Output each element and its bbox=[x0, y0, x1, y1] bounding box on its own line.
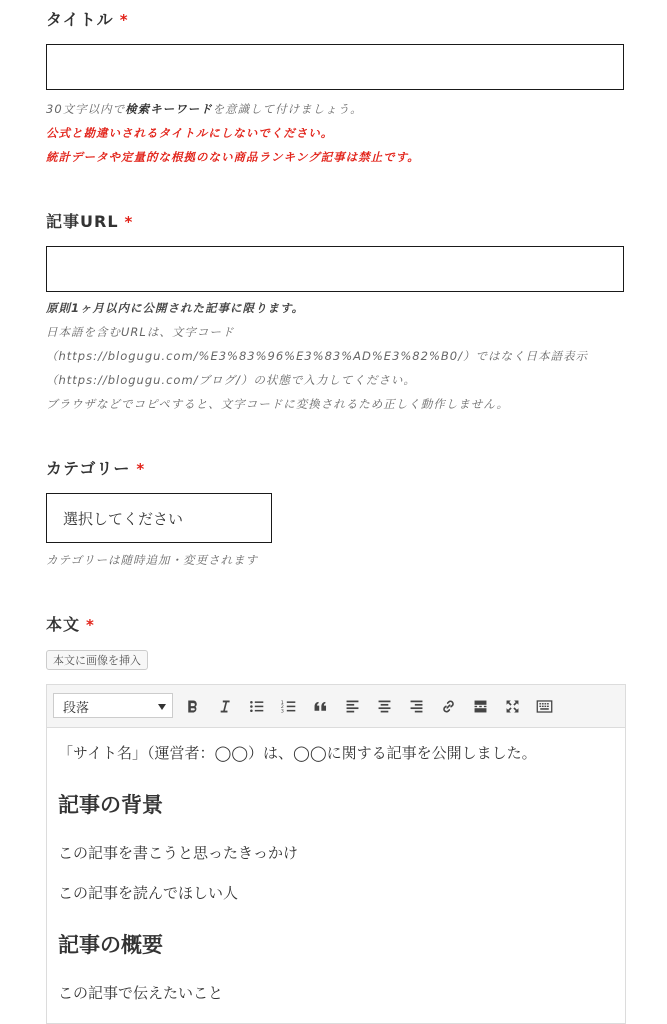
message-paragraph: この記事で伝えたいこと bbox=[58, 984, 224, 1002]
chevron-down-icon bbox=[158, 704, 166, 710]
audience-paragraph: この記事を読んでほしい人 bbox=[58, 884, 239, 902]
title-warning-official: 公式と勘違いされるタイトルにしないでください。 bbox=[46, 126, 334, 140]
required-mark: * bbox=[136, 460, 146, 478]
svg-text:2: 2 bbox=[280, 704, 284, 710]
title-hint: 30文字以内で検索キーワードを意識して付けましょう。 bbox=[46, 102, 363, 116]
title-warning-ranking: 統計データや定量的な根拠のない商品ランキング記事は禁止です。 bbox=[46, 150, 420, 164]
url-hint-japanese-example: （https://blogugu.com/ブログ/）の状態で入力してください。 bbox=[46, 373, 416, 387]
italic-icon[interactable] bbox=[213, 695, 235, 717]
url-input[interactable] bbox=[46, 246, 624, 292]
intro-paragraph: 「サイト名」（運営者：◯◯）は、◯◯に関する記事を公開しました。 bbox=[58, 744, 537, 762]
required-mark: * bbox=[124, 213, 134, 231]
rich-text-editor bbox=[46, 684, 626, 1024]
background-heading: 記事の背景 bbox=[58, 793, 163, 817]
keyboard-icon[interactable] bbox=[533, 695, 555, 717]
url-label: 記事URL * bbox=[46, 212, 134, 231]
fullscreen-icon[interactable] bbox=[501, 695, 523, 717]
category-hint: カテゴリーは随時追加・変更されます bbox=[46, 553, 259, 567]
url-hint-encoded-example: （https://blogugu.com/%E3%83%96%E3%83%AD%E3%82%B0/）ではなく日本語表示 bbox=[46, 349, 588, 363]
url-hint-encoding: 日本語を含むURLは、文字コード bbox=[46, 325, 235, 339]
editor-toolbar bbox=[47, 685, 625, 728]
url-hint-period: 原則1ヶ月以内に公開された記事に限ります。 bbox=[46, 301, 305, 315]
numbered-list-icon[interactable] bbox=[277, 695, 299, 717]
category-select[interactable] bbox=[46, 493, 272, 543]
title-input[interactable] bbox=[46, 44, 624, 90]
align-left-icon[interactable] bbox=[341, 695, 363, 717]
align-center-icon[interactable] bbox=[373, 695, 395, 717]
bold-icon[interactable] bbox=[181, 695, 203, 717]
align-right-icon[interactable] bbox=[405, 695, 427, 717]
category-label: カテゴリー * bbox=[46, 459, 146, 478]
format-select[interactable] bbox=[53, 693, 173, 718]
body-label: 本文 * bbox=[46, 615, 95, 634]
bullet-list-icon[interactable] bbox=[245, 695, 267, 717]
category-selected-value: 選択してください bbox=[63, 510, 184, 528]
link-icon[interactable] bbox=[437, 695, 459, 717]
url-hint-copy-paste: ブラウザなどでコピペすると、文字コードに変換されるため正しく動作しません。 bbox=[46, 397, 509, 411]
required-mark: * bbox=[119, 11, 129, 29]
motivation-paragraph: この記事を書こうと思ったきっかけ bbox=[58, 844, 299, 862]
title-label: タイトル * bbox=[46, 10, 129, 29]
required-mark: * bbox=[86, 616, 95, 634]
insert-image-button[interactable]: 本文に画像を挿入 bbox=[46, 650, 148, 670]
read-more-icon[interactable] bbox=[469, 695, 491, 717]
blockquote-icon[interactable] bbox=[309, 695, 331, 717]
svg-text:1: 1 bbox=[280, 700, 284, 706]
summary-heading: 記事の概要 bbox=[58, 933, 163, 957]
format-select-value: 段落 bbox=[63, 701, 90, 716]
svg-text:3: 3 bbox=[280, 708, 284, 714]
